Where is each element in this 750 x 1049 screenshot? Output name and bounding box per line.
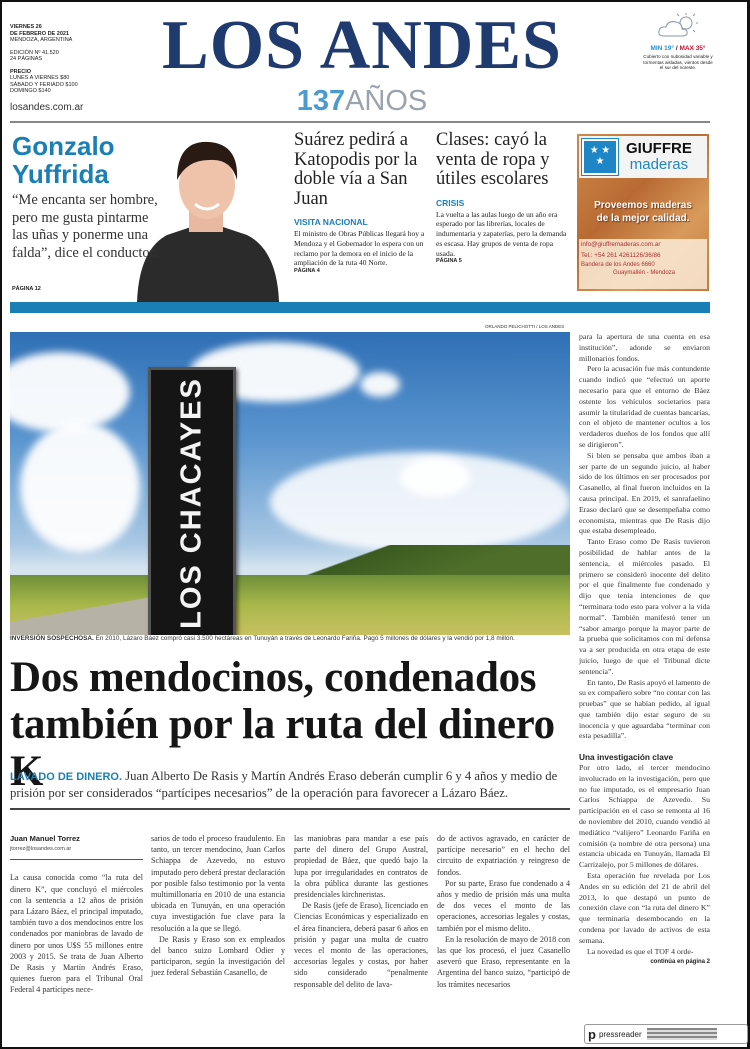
teaser-quote: “Me encanta ser hombre, pero me gusta pintarme las uñas y ponerme una falda”, dice el conductor. xyxy=(12,192,158,261)
ad-phone: Tel.: +54 261 4261126/36/86 xyxy=(581,252,661,259)
weather-box: MIN 19° / MAX 35° Cubierto con nubosidad variable y tormentas aisladas, vientos desde el sur del noreste. xyxy=(642,12,714,71)
teaser-clases[interactable] xyxy=(436,131,568,264)
article-column-1 xyxy=(10,833,143,996)
price-weekdays: LUNES A VIERNES $80 xyxy=(10,75,70,81)
temp-min: MIN 19° xyxy=(650,45,675,52)
masthead: LOS ANDES xyxy=(162,7,562,84)
paragraph: De Rasis (jefe de Eraso), licenciado en Ciencias Económicas y especializado en el área financiera, deberá pasar 6 años en prisión y pagar una multa de cuatro veces el monto de las operaciones, accesorias legales y costas, por haber sido considerado “penalmente responsable del delito de lava- xyxy=(294,901,428,989)
page-count: 24 PÁGINAS xyxy=(10,56,43,62)
teaser-kicker: CRISIS xyxy=(436,197,465,208)
stars-logo-icon: ★ ★ ★ xyxy=(582,139,618,175)
edition-number: EDICIÓN Nº 41.520 xyxy=(10,49,59,56)
ad-slogan-2: de la mejor calidad. xyxy=(596,213,690,224)
price-saturday: SÁBADO Y FERIADO $100 xyxy=(10,81,78,88)
divider xyxy=(10,121,710,123)
deck-text: Juan Alberto De Rasis y Martín Andrés Eraso deberán cumplir 6 y 4 años y medio de prisión por ser considerados “partícipes necesarios” de la operación para favorecer a Lázaro Báez. xyxy=(10,769,558,800)
temp-max: MAX 35° xyxy=(679,45,706,52)
ad-slogan: Proveemos maderas xyxy=(594,200,692,211)
page-ref: PÁGINA 5 xyxy=(436,258,462,265)
website-link[interactable]: losandes.com.ar xyxy=(10,102,84,113)
photo-credit: ORLANDO PELICHOTTI / LOS ANDES xyxy=(485,324,565,329)
caption-text: En 2010, Lázaro Báez compró casi 3.500 hectáreas en Tunuyán a través de Leonardo Fariña. Pagó 5 millones de dólares y la vendió por 1,8 millón. xyxy=(95,635,515,642)
paragraph: para la apertura de una cuenta en esa institución”, adonde se enviaron millonarios fondos. xyxy=(579,332,710,363)
anniversary-word: AÑOS xyxy=(345,85,428,117)
pressreader-badge[interactable] xyxy=(584,1024,748,1044)
anniversary-number: 137 xyxy=(296,85,346,117)
weather-text: Cubierto con nubosidad variable y tormentas aisladas, vientos desde el sur del noreste. xyxy=(643,54,713,70)
ad-brand: GIUFFRE xyxy=(626,140,692,157)
date: VIERNES 26 xyxy=(10,24,42,30)
paragraph: Si bien se pensaba que ambos iban a ser parte de un segundo juicio, al haber sido de los últimos en ser procesados por Casanello, al final fueron incluidos en la causa principal. En 2019, el sanrafaelino Eraso declaró que se desempeñaba como economista, mientras que De Rasis dijo que estaba desempleado. xyxy=(579,450,710,536)
section-bar xyxy=(10,302,710,313)
main-headline[interactable]: Dos mendocinos, condenados también por la ruta del dinero K xyxy=(10,654,555,795)
teaser-kicker: VISITA NACIONAL xyxy=(294,217,368,227)
paragraph: Pero la acusación fue más contundente cuando indicó que “efectuó un aporte necesario para que el entorno de Báez ostente los vehículos societarios para asumir la titularidad de cuentas bancarias, con el objeto de mantener ocultos a los verdaderos dueños de los fondos que allí se dirigieron”. xyxy=(579,364,710,449)
paragraph: Esta operación fue revelada por Los Andes en su edición del 21 de abril del 2013, lo que destapó un punto de conexión clave con “la ruta del dinero K” que terminaría desembocando en la condena por lavado de activos de esta semana. xyxy=(579,871,710,945)
paragraph: En la resolución de mayo de 2018 con las que los procesó, el juez Casanello aseveró que Eraso, representante en la Argentina del banco suizo, “participó de los trámites necesarios xyxy=(437,934,570,989)
advertisement[interactable] xyxy=(577,134,709,291)
paragraph: Tanto Eraso como De Rasis tuvieron posibilidad de hablar antes de la sentencia, el miércoles pasado. El primero se consideró inocente del delito por el que finalmente fue condenado y dijo que tenía intenciones de que “terminara todo esto para volver a la vida normal”. También manifestó tener un “sabor amargo porque la mayor parte de la prueba que solicitamos con mi defensa va a ser producida en otra etapa de este juicio, luego de que el Tribunal dicte sentencia”. xyxy=(579,537,710,676)
author: Juan Manuel Torrez xyxy=(10,834,80,843)
page-ref: PÁGINA 12 xyxy=(12,286,41,292)
caption-label: INVERSIÓN SOSPECHOSA. xyxy=(10,635,94,642)
article-side-column xyxy=(579,332,710,968)
paragraph: La causa conocida como “la ruta del dinero K”, que concluyó el miércoles con la sentencia a 12 años de prisión para Lázaro Báez, el principal imputado, también tuvo a dos mendocinos entre los condenados por maniobras de lavado de dinero por unos U$S 55 millones entre 2003 y 2015. Se trata de Juan Alberto De Rasis y Martín Andrés Eraso, quienes fueron para el Tribunal Oral Federal 4 partícipes nece- xyxy=(10,873,143,995)
price-sunday: DOMINGO $140 xyxy=(10,88,51,94)
paragraph: Por otro lado, el tercer mendocino involucrado en la investigación, pero que no fue imputado, es el empresario Juan Carlos Schiappa de Azevedo. Su participación en el caso se remonta al 16 de noviembre del 2010, cuando vendió al mediático “valijero” Leonardo Fariña en comisión (a nombre de otra persona) una estancia ubicada en Tunuyán, llamada El Carrizalejo, por 5 millones de dólares. xyxy=(579,763,710,870)
deck-label: LAVADO DE DINERO. xyxy=(10,771,123,783)
divider xyxy=(10,808,570,810)
paragraph: De Rasis y Eraso son ex empleados del banco suizo Lombard Odier y participaron, según la investigación del juez federal Sebastián Casanello, de xyxy=(151,934,285,978)
teaser-suarez[interactable] xyxy=(294,131,426,274)
article-column-4 xyxy=(437,833,570,990)
teaser-body: La vuelta a las aulas luego de un año era esperado por las librerías, locales de indumentaria y zapaterías, pero la demanda es escasa. Hay grupos de venta de ropa usada. xyxy=(436,209,567,258)
paragraph: las maniobras para mandar a ese país parte del dinero del Grupo Austral, propiedad de Báez, que quedó bajo la lupa por irregularidades en contratos de la obra pública durante las gestiones presidenciales kirchneristas. xyxy=(294,834,428,900)
pressreader-fineprint xyxy=(647,1028,717,1040)
article-column-3 xyxy=(294,833,428,990)
cloud-sun-icon xyxy=(656,12,700,38)
main-photo xyxy=(10,332,570,635)
ad-brand-sub: maderas xyxy=(629,156,689,173)
anniversary xyxy=(102,84,622,118)
paragraph: Por su parte, Eraso fue condenado a 4 años y medio de prisión más una multa de dos veces el monto de las operaciones, accesorias legales y costas, también por el mismo delito. xyxy=(437,878,570,933)
sign-text: LOS CHACAYES xyxy=(175,377,208,629)
pressreader-label: pressreader xyxy=(598,1029,642,1039)
author-email[interactable]: jtorrez@losandes.com.ar xyxy=(10,844,143,860)
teaser-body: El ministro de Obras Públicas llegará hoy a Mendoza y el Gobernador lo espera con un reclamo por la demora en el inicio de la ampliación de la ruta 40 Norte. xyxy=(294,229,425,268)
page-ref: PÁGINA 4 xyxy=(294,268,320,275)
date-line2: DE FEBRERO DE 2021 xyxy=(10,30,69,37)
subheading: Una investigación clave xyxy=(579,752,674,763)
edition-info xyxy=(10,24,90,95)
location: MENDOZA, ARGENTINA xyxy=(10,37,73,43)
paragraph: sarios de todo el proceso fraudulento. En tanto, un tercer mendocino, Juan Carlos Schiappa de Azevedo, no estuvo imputado pero deberá prestar declaración por posible falso testimonio por la venta multimillonaria en 2010 de una estancia ubicada en Tunuyán, en una operación cuya investigación fue clave para la resolución a la que se llegó. xyxy=(151,834,285,933)
pressreader-logo-icon: p xyxy=(588,1026,596,1042)
deck xyxy=(10,768,572,801)
ad-address: Bandera de los Andes 6660 xyxy=(581,262,655,268)
continued-link[interactable]: continúa en página 2 xyxy=(650,959,710,966)
teaser-title[interactable]: Clases: cayó la venta de ropa y útiles escolares xyxy=(436,130,550,189)
teaser-title[interactable]: Suárez pedirá a Katopodis por la doble vía a San Juan xyxy=(294,130,418,209)
ad-city: Guaymallén - Mendoza xyxy=(612,270,676,276)
sign xyxy=(148,367,236,635)
paragraph: do de activos agravado, en carácter de partícipe necesario” en el hecho del circuito de expatriación y reingreso de fondos. xyxy=(437,834,570,877)
paragraph: En tanto, De Rasis apoyó el lamento de su ex compañero sobre “no contar con las pruebas” que se habían pedido, al igual que también dijo estar seguro de su inocencia y que aguardaba “terminar con esta pesadilla”. xyxy=(579,677,710,741)
price-label: PRECIO xyxy=(10,68,32,75)
paragraph: La novedad es que el TOF 4 orde- xyxy=(587,946,694,956)
teaser-title[interactable]: Gonzalo Yuffrida xyxy=(12,131,115,189)
article-column-2 xyxy=(151,833,285,979)
photo-caption xyxy=(10,635,570,642)
ad-email: info@giuffremaderas.com.ar xyxy=(581,241,661,248)
